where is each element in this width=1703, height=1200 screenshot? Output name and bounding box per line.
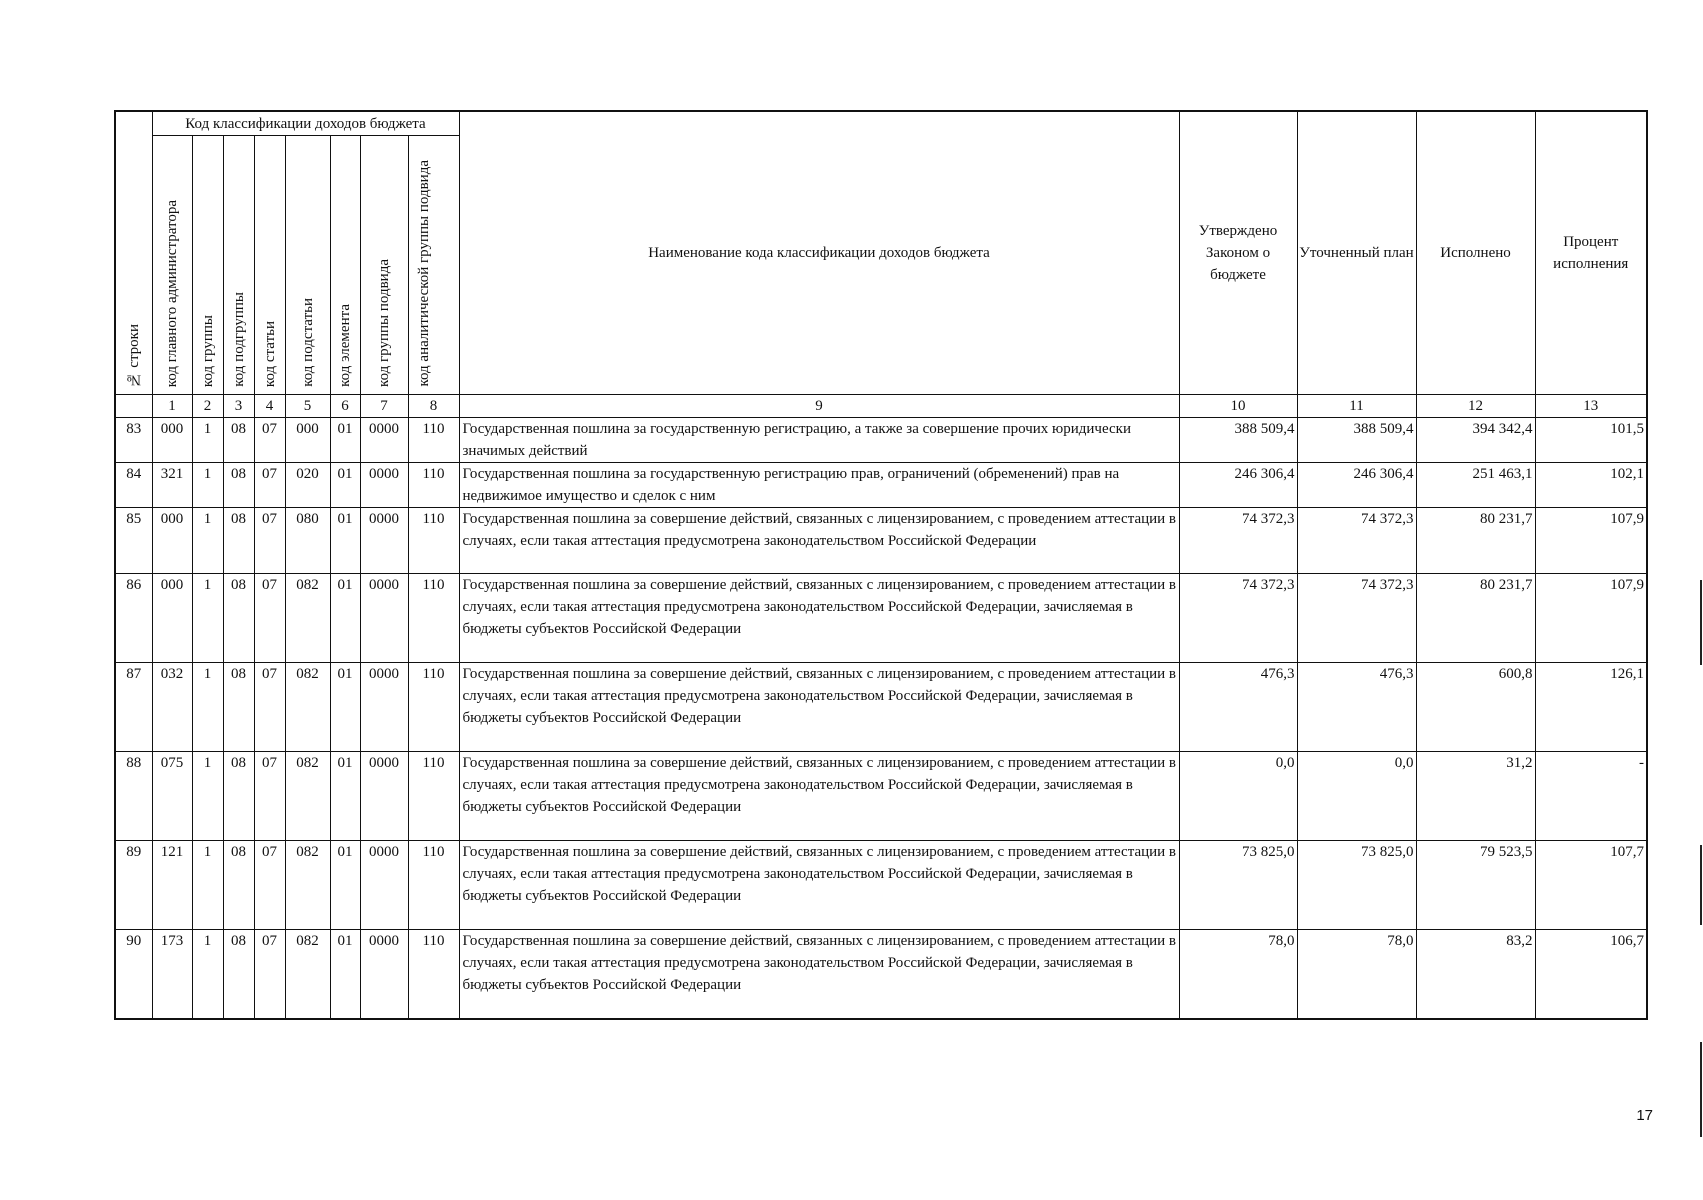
cell-percent: 106,7 bbox=[1535, 930, 1647, 1019]
cell-group-code: 1 bbox=[192, 463, 223, 508]
cell-subarticle-code: 082 bbox=[285, 841, 330, 930]
cell-article-code: 07 bbox=[254, 508, 285, 574]
scan-edge-mark bbox=[1700, 580, 1702, 665]
cell-row-number: 87 bbox=[115, 663, 152, 752]
cell-analytic-group-code: 110 bbox=[408, 752, 459, 841]
header-executed: Исполнено bbox=[1416, 111, 1535, 395]
cell-subtype-group-code: 0000 bbox=[360, 463, 408, 508]
cell-subtype-group-code: 0000 bbox=[360, 663, 408, 752]
cell-subtype-group-code: 0000 bbox=[360, 574, 408, 663]
column-number: 5 bbox=[285, 395, 330, 418]
header-classification-code-group: Код классификации доходов бюджета bbox=[152, 111, 459, 136]
cell-subarticle-code: 082 bbox=[285, 574, 330, 663]
cell-percent: 102,1 bbox=[1535, 463, 1647, 508]
table-row bbox=[115, 463, 1647, 508]
cell-subgroup-code: 08 bbox=[223, 574, 254, 663]
cell-name: Государственная пошлина за государственную регистрацию прав, ограничений (обременений) прав на недвижимое имущество и сделок с ним bbox=[459, 463, 1179, 508]
cell-percent: 107,9 bbox=[1535, 508, 1647, 574]
cell-group-code: 1 bbox=[192, 574, 223, 663]
cell-subarticle-code: 000 bbox=[285, 418, 330, 463]
cell-analytic-group-code: 110 bbox=[408, 463, 459, 508]
scan-edge-mark bbox=[1700, 1042, 1702, 1137]
table-row bbox=[115, 752, 1647, 841]
cell-approved: 476,3 bbox=[1179, 663, 1297, 752]
cell-element-code: 01 bbox=[330, 663, 360, 752]
cell-article-code: 07 bbox=[254, 574, 285, 663]
header-subarticle-code: код подстатьи bbox=[285, 136, 330, 395]
cell-element-code: 01 bbox=[330, 752, 360, 841]
cell-revised: 73 825,0 bbox=[1297, 841, 1416, 930]
cell-subarticle-code: 082 bbox=[285, 930, 330, 1019]
cell-element-code: 01 bbox=[330, 463, 360, 508]
cell-executed: 31,2 bbox=[1416, 752, 1535, 841]
cell-subtype-group-code: 0000 bbox=[360, 752, 408, 841]
column-number: 9 bbox=[459, 395, 1179, 418]
cell-subarticle-code: 082 bbox=[285, 663, 330, 752]
cell-approved: 78,0 bbox=[1179, 930, 1297, 1019]
cell-revised: 246 306,4 bbox=[1297, 463, 1416, 508]
cell-approved: 73 825,0 bbox=[1179, 841, 1297, 930]
cell-article-code: 07 bbox=[254, 418, 285, 463]
cell-admin-code: 075 bbox=[152, 752, 192, 841]
header-article-code: код статьи bbox=[254, 136, 285, 395]
column-number: 10 bbox=[1179, 395, 1297, 418]
header-name: Наименование кода классификации доходов бюджета bbox=[459, 111, 1179, 395]
cell-analytic-group-code: 110 bbox=[408, 930, 459, 1019]
cell-name: Государственная пошлина за совершение действий, связанных с лицензированием, с проведением аттестации в случаях, если такая аттестация предусмотрена законодательством Российской Федерации bbox=[459, 508, 1179, 574]
cell-percent: 126,1 bbox=[1535, 663, 1647, 752]
cell-name: Государственная пошлина за совершение действий, связанных с лицензированием, с проведением аттестации в случаях, если такая аттестация предусмотрена законодательством Российской Федерации, зачисляемая в бюджеты субъектов Российской Федерации bbox=[459, 663, 1179, 752]
column-number: 6 bbox=[330, 395, 360, 418]
cell-percent: 101,5 bbox=[1535, 418, 1647, 463]
budget-revenue-table bbox=[114, 110, 1648, 1020]
header-subgroup-code: код подгруппы bbox=[223, 136, 254, 395]
cell-percent: 107,7 bbox=[1535, 841, 1647, 930]
cell-approved: 388 509,4 bbox=[1179, 418, 1297, 463]
cell-revised: 74 372,3 bbox=[1297, 508, 1416, 574]
cell-element-code: 01 bbox=[330, 574, 360, 663]
cell-subarticle-code: 082 bbox=[285, 752, 330, 841]
cell-revised: 388 509,4 bbox=[1297, 418, 1416, 463]
cell-executed: 79 523,5 bbox=[1416, 841, 1535, 930]
cell-row-number: 86 bbox=[115, 574, 152, 663]
cell-name: Государственная пошлина за совершение действий, связанных с лицензированием, с проведением аттестации в случаях, если такая аттестация предусмотрена законодательством Российской Федерации, зачисляемая в бюджеты субъектов Российской Федерации bbox=[459, 930, 1179, 1019]
column-number: 4 bbox=[254, 395, 285, 418]
cell-subtype-group-code: 0000 bbox=[360, 930, 408, 1019]
cell-group-code: 1 bbox=[192, 508, 223, 574]
column-number: 2 bbox=[192, 395, 223, 418]
cell-subtype-group-code: 0000 bbox=[360, 418, 408, 463]
cell-subgroup-code: 08 bbox=[223, 508, 254, 574]
column-number: 11 bbox=[1297, 395, 1416, 418]
column-number: 1 bbox=[152, 395, 192, 418]
cell-subgroup-code: 08 bbox=[223, 841, 254, 930]
cell-admin-code: 032 bbox=[152, 663, 192, 752]
cell-name: Государственная пошлина за совершение действий, связанных с лицензированием, с проведением аттестации в случаях, если такая аттестация предусмотрена законодательством Российской Федерации, зачисляемая в бюджеты субъектов Российской Федерации bbox=[459, 752, 1179, 841]
cell-article-code: 07 bbox=[254, 663, 285, 752]
column-number-row bbox=[115, 395, 1647, 418]
cell-element-code: 01 bbox=[330, 418, 360, 463]
cell-article-code: 07 bbox=[254, 841, 285, 930]
cell-percent: - bbox=[1535, 752, 1647, 841]
table-row bbox=[115, 841, 1647, 930]
cell-approved: 74 372,3 bbox=[1179, 574, 1297, 663]
cell-subarticle-code: 080 bbox=[285, 508, 330, 574]
cell-percent: 107,9 bbox=[1535, 574, 1647, 663]
cell-revised: 78,0 bbox=[1297, 930, 1416, 1019]
cell-revised: 476,3 bbox=[1297, 663, 1416, 752]
cell-article-code: 07 bbox=[254, 752, 285, 841]
cell-row-number: 89 bbox=[115, 841, 152, 930]
column-number: 3 bbox=[223, 395, 254, 418]
cell-subtype-group-code: 0000 bbox=[360, 508, 408, 574]
header-row-number: № строки bbox=[115, 111, 152, 395]
page-number: 17 bbox=[1636, 1107, 1653, 1124]
cell-executed: 80 231,7 bbox=[1416, 508, 1535, 574]
cell-analytic-group-code: 110 bbox=[408, 841, 459, 930]
cell-analytic-group-code: 110 bbox=[408, 508, 459, 574]
header-analytic-group-code: код аналитической группы подвида bbox=[408, 136, 459, 395]
table-row bbox=[115, 930, 1647, 1019]
cell-row-number: 90 bbox=[115, 930, 152, 1019]
column-number: 7 bbox=[360, 395, 408, 418]
cell-analytic-group-code: 110 bbox=[408, 574, 459, 663]
header-group-code: код группы bbox=[192, 136, 223, 395]
cell-revised: 74 372,3 bbox=[1297, 574, 1416, 663]
cell-article-code: 07 bbox=[254, 463, 285, 508]
cell-revised: 0,0 bbox=[1297, 752, 1416, 841]
cell-admin-code: 321 bbox=[152, 463, 192, 508]
cell-subtype-group-code: 0000 bbox=[360, 841, 408, 930]
scan-edge-mark bbox=[1700, 845, 1702, 925]
table-row bbox=[115, 574, 1647, 663]
cell-group-code: 1 bbox=[192, 841, 223, 930]
column-number-blank bbox=[115, 395, 152, 418]
cell-executed: 83,2 bbox=[1416, 930, 1535, 1019]
table-row bbox=[115, 663, 1647, 752]
cell-element-code: 01 bbox=[330, 930, 360, 1019]
header-element-code: код элемента bbox=[330, 136, 360, 395]
cell-group-code: 1 bbox=[192, 930, 223, 1019]
cell-executed: 600,8 bbox=[1416, 663, 1535, 752]
cell-analytic-group-code: 110 bbox=[408, 418, 459, 463]
cell-subgroup-code: 08 bbox=[223, 418, 254, 463]
cell-subarticle-code: 020 bbox=[285, 463, 330, 508]
cell-element-code: 01 bbox=[330, 508, 360, 574]
cell-group-code: 1 bbox=[192, 418, 223, 463]
cell-subgroup-code: 08 bbox=[223, 752, 254, 841]
cell-approved: 0,0 bbox=[1179, 752, 1297, 841]
column-number: 8 bbox=[408, 395, 459, 418]
cell-analytic-group-code: 110 bbox=[408, 663, 459, 752]
cell-row-number: 83 bbox=[115, 418, 152, 463]
cell-executed: 251 463,1 bbox=[1416, 463, 1535, 508]
header-subtype-group-code: код группы подвида bbox=[360, 136, 408, 395]
cell-group-code: 1 bbox=[192, 752, 223, 841]
cell-admin-code: 000 bbox=[152, 508, 192, 574]
cell-article-code: 07 bbox=[254, 930, 285, 1019]
column-number: 12 bbox=[1416, 395, 1535, 418]
cell-row-number: 85 bbox=[115, 508, 152, 574]
cell-executed: 80 231,7 bbox=[1416, 574, 1535, 663]
header-revised-plan: Уточненный план bbox=[1297, 111, 1416, 395]
cell-executed: 394 342,4 bbox=[1416, 418, 1535, 463]
cell-row-number: 84 bbox=[115, 463, 152, 508]
cell-subgroup-code: 08 bbox=[223, 463, 254, 508]
cell-admin-code: 121 bbox=[152, 841, 192, 930]
cell-name: Государственная пошлина за совершение действий, связанных с лицензированием, с проведением аттестации в случаях, если такая аттестация предусмотрена законодательством Российской Федерации, зачисляемая в бюджеты субъектов Российской Федерации bbox=[459, 841, 1179, 930]
column-number: 13 bbox=[1535, 395, 1647, 418]
cell-admin-code: 000 bbox=[152, 574, 192, 663]
header-percent: Процент исполнения bbox=[1535, 111, 1647, 395]
cell-admin-code: 173 bbox=[152, 930, 192, 1019]
cell-approved: 74 372,3 bbox=[1179, 508, 1297, 574]
cell-admin-code: 000 bbox=[152, 418, 192, 463]
cell-group-code: 1 bbox=[192, 663, 223, 752]
header-admin-code: код главного администратора bbox=[152, 136, 192, 395]
cell-subgroup-code: 08 bbox=[223, 930, 254, 1019]
cell-row-number: 88 bbox=[115, 752, 152, 841]
cell-approved: 246 306,4 bbox=[1179, 463, 1297, 508]
cell-name: Государственная пошлина за государственную регистрацию, а также за совершение прочих юридически значимых действий bbox=[459, 418, 1179, 463]
cell-subgroup-code: 08 bbox=[223, 663, 254, 752]
header-approved: Утверждено Законом о бюджете bbox=[1179, 111, 1297, 395]
table-row bbox=[115, 508, 1647, 574]
cell-element-code: 01 bbox=[330, 841, 360, 930]
table-row bbox=[115, 418, 1647, 463]
cell-name: Государственная пошлина за совершение действий, связанных с лицензированием, с проведением аттестации в случаях, если такая аттестация предусмотрена законодательством Российской Федерации, зачисляемая в бюджеты субъектов Российской Федерации bbox=[459, 574, 1179, 663]
